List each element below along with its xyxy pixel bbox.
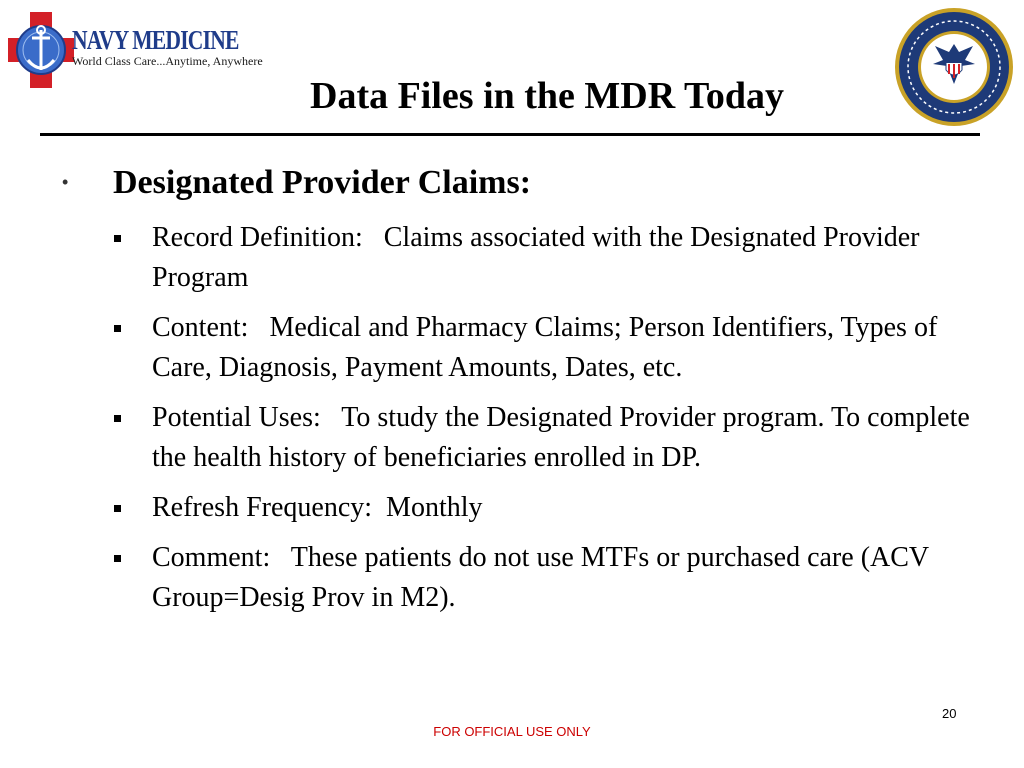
square-bullet-icon [114, 415, 121, 422]
item-text: Monthly [386, 492, 483, 523]
item-label: Potential Uses: [152, 402, 321, 433]
item-text: To study the Designated Provider program. To complete the health history of beneficiaries enrolled in DP. [152, 402, 970, 473]
classification-footer: FOR OFFICIAL USE ONLY [433, 724, 591, 739]
square-bullet-icon [114, 505, 121, 512]
list-item [112, 538, 972, 618]
square-bullet-icon [114, 235, 121, 242]
square-bullet-icon [114, 325, 121, 332]
section-heading: Designated Provider Claims: [113, 164, 532, 201]
slide-title: Data Files in the MDR Today [310, 75, 784, 117]
bullet-icon: • [62, 172, 69, 192]
item-text: Claims associated with the Designated Provider Program [152, 222, 920, 293]
square-bullet-icon [114, 555, 121, 562]
logo-tagline: World Class Care...Anytime, Anywhere [72, 54, 263, 68]
page-number: 20 [942, 706, 957, 721]
title-divider [40, 133, 980, 136]
item-label: Content: [152, 312, 249, 343]
list-item [112, 308, 972, 388]
list-item [112, 398, 972, 478]
item-text: These patients do not use MTFs or purchased care (ACV Group=Desig Prov in M2). [152, 542, 929, 613]
detail-list [112, 218, 972, 628]
list-item [112, 218, 972, 298]
item-label: Refresh Frequency: [152, 492, 373, 523]
item-label: Comment: [152, 542, 271, 573]
list-item [112, 488, 972, 528]
logo-title: NAVY MEDICINE [72, 25, 239, 55]
item-label: Record Definition: [152, 222, 363, 253]
item-text: Medical and Pharmacy Claims; Person Identifiers, Types of Care, Diagnosis, Payment Amounts, Dates, etc. [152, 312, 938, 383]
